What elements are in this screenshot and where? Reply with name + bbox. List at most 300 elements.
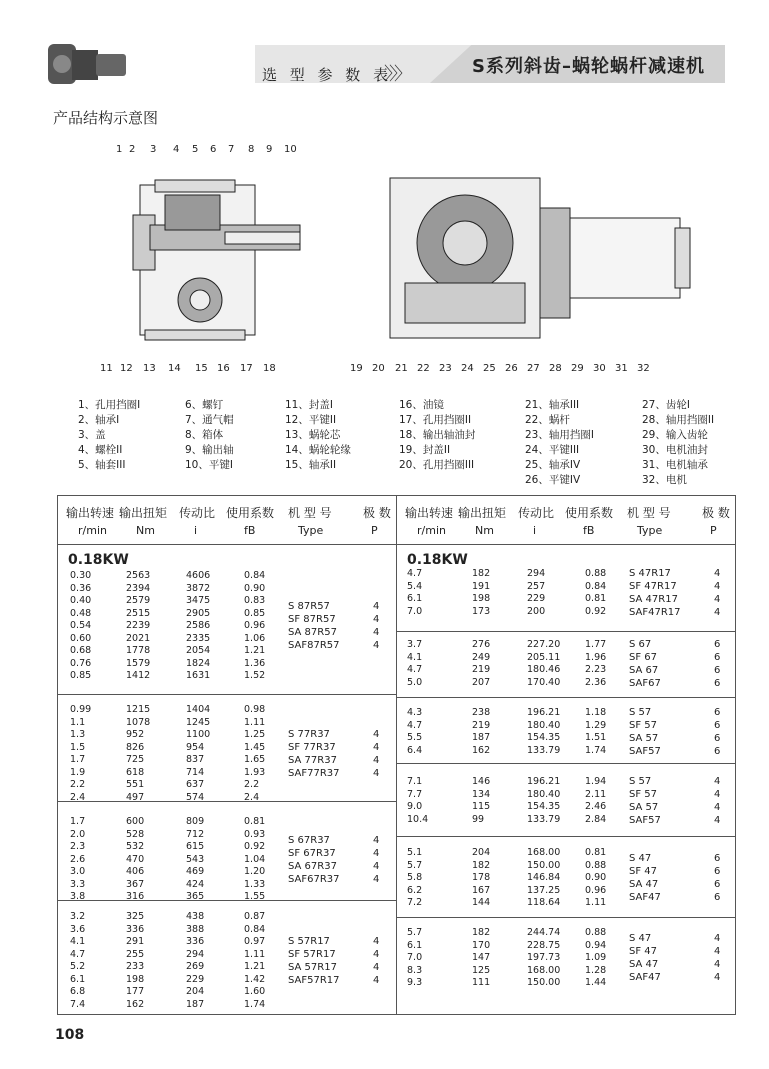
legend-item: 26、平键IV [525,474,581,486]
table-cell: 0.99 [70,704,92,715]
table-cell: 0.36 [70,582,92,594]
table-cell: 1.74 [244,998,266,1010]
model-type-entry [629,593,721,606]
callout: 10 [284,144,297,155]
table-cell: 0.90 [244,582,266,594]
callout: 2 [129,144,136,155]
table-cell: 1100 [186,729,211,740]
pole-count: 4 [714,946,721,958]
table-cell: 2.2 [70,779,86,790]
callout: 30 [593,363,606,374]
callout: 19 [350,363,363,374]
model-type: SAF67R37 [288,873,340,885]
table-cell: 0.30 [70,570,92,581]
table-cell: 637 [186,779,205,790]
table-cell: 1.94 [585,776,607,787]
table-cell: 1.45 [244,741,266,753]
table-cell: 4.1 [70,936,86,947]
table-cell: 4.7 [70,948,86,960]
pole-count: 4 [373,768,380,779]
table-header-unit: i [533,524,537,537]
table-header-unit: Type [637,524,663,537]
table-cell: 0.84 [585,580,607,592]
table-cell: 196.21 [527,707,561,718]
pole-count: 4 [714,972,721,984]
callout: 27 [527,363,540,374]
model-type: S 47 [629,853,652,865]
table-row [58,620,396,632]
table-header-label: 使用系数 [565,506,614,520]
model-type: S 67R37 [288,834,330,846]
model-type-entry [629,638,721,651]
table-cell: 4.7 [407,719,423,731]
table-cell: 1.29 [585,719,607,731]
legend-column [399,398,475,473]
legend-item: 20、孔用挡圈III [399,459,475,471]
table-cell: 0.90 [585,872,607,883]
table-row [58,742,396,754]
pole-count: 4 [714,594,721,605]
table-cell: 2394 [126,582,151,594]
table-cell: 115 [472,801,491,812]
legend-item: 14、蜗轮轮缘 [285,444,351,456]
table-row [397,952,735,964]
table-cell: 219 [472,664,491,675]
table-cell: 6.1 [407,593,423,604]
table-cell: 3.8 [70,891,86,902]
legend-item: 10、平键I [185,459,233,471]
table-cell: 249 [472,651,491,663]
table-cell: 1579 [126,657,151,669]
callout: 15 [195,363,208,374]
callout: 28 [549,363,562,374]
table-cell: 7.0 [407,605,423,617]
table-header-unit: P [371,524,378,537]
model-type-list [629,852,721,904]
model-type-entry [629,732,721,745]
table-row [58,704,396,716]
model-type: S 67 [629,639,652,650]
pole-count: 4 [714,607,721,618]
table-header [58,496,396,545]
table-row [397,720,735,732]
legend-item: 27、齿轮I [642,399,690,411]
table-cell: 826 [126,741,145,753]
table-row [58,866,396,878]
table-cell: 154.35 [527,801,561,812]
table-cell: 2.0 [70,828,86,840]
table-cell: 406 [126,866,145,877]
table-cell: 182 [472,927,491,938]
table-row [58,936,396,948]
legend-item: 13、蜗轮芯 [285,429,341,441]
table-cell: 2239 [126,620,151,631]
power-rating: 0.18KW [68,552,129,568]
model-type-list [629,567,721,619]
model-type-entry [629,945,721,958]
table-row [397,581,735,593]
pole-count: 4 [373,627,380,639]
table-row [58,754,396,766]
table-cell: 200 [527,605,546,617]
table-cell: 219 [472,719,491,731]
table-cell: 470 [126,853,145,865]
pole-count: 4 [373,975,380,986]
table-cell: 6.1 [70,973,86,985]
table-cell: 0.40 [70,595,92,606]
table-row [58,792,396,804]
callout: 23 [439,363,452,374]
table-header-unit: fB [244,524,256,537]
model-type-list [288,600,380,652]
legend-item: 18、输出轴油封 [399,429,476,441]
table-cell: 276 [472,639,491,650]
page-number: 108 [55,1027,85,1043]
table-cell: 2.11 [585,788,607,800]
table-cell: 144 [472,897,491,908]
table-row [397,606,735,618]
table-cell: 4.3 [407,707,423,718]
table-cell: 469 [186,866,205,877]
table-cell: 9.0 [407,801,423,812]
pole-count: 6 [714,879,721,891]
table-cell: 1.52 [244,670,266,681]
table-cell: 150.00 [527,859,561,871]
table-row [58,949,396,961]
pole-count: 6 [714,665,721,676]
table-cell: 0.87 [244,911,266,922]
model-type-entry [288,626,380,639]
table-header-unit: P [710,524,717,537]
table-row [397,639,735,651]
table-cell: 178 [472,872,491,883]
model-type-entry [629,801,721,814]
model-type-entry [288,639,380,652]
table-cell: 1078 [126,716,151,728]
pole-count: 6 [714,639,721,650]
table-row [58,670,396,682]
table-row [397,745,735,757]
table-cell: 424 [186,878,205,890]
model-type: SF 57R17 [288,949,336,960]
table-cell: 2.4 [244,791,260,803]
table-row [58,841,396,853]
model-type-entry [288,873,380,886]
table-cell: 2563 [126,570,151,581]
table-cell: 954 [186,741,205,753]
table-cell: 0.76 [70,657,92,669]
header-logo-image [48,40,128,88]
callout: 8 [248,144,255,155]
table-cell: 1.36 [244,657,266,669]
model-type: SAF47 [629,892,661,904]
model-type: SA 47R17 [629,594,678,605]
table-row [58,729,396,741]
model-type-entry [629,958,721,971]
model-type: SF 67R37 [288,847,336,859]
legend-item: 4、螺栓II [78,444,123,456]
legend-item: 15、轴承II [285,459,337,471]
model-type-entry [288,935,380,948]
table-cell: 170 [472,939,491,951]
header-right-title: S系列斜齿–蜗轮蜗杆减速机 [472,56,705,77]
table-row [397,885,735,897]
model-type-entry [629,865,721,878]
table-cell: 187 [472,732,491,743]
model-type: SA 47 [629,879,659,891]
table-cell: 1.11 [244,716,266,728]
legend-column [642,398,714,488]
table-row [58,583,396,595]
model-type-entry [288,728,380,741]
table-cell: 2.84 [585,813,607,825]
table-cell: 168.00 [527,964,561,976]
table-cell: 1404 [186,704,211,715]
table-cell: 952 [126,729,145,740]
table-cell: 8.3 [407,964,423,976]
table-cell: 6.4 [407,744,423,756]
model-type: SA 47 [629,959,659,971]
model-type: SA 57 [629,733,659,744]
table-row [397,707,735,719]
table-cell: 3.2 [70,911,86,922]
table-cell: 1.77 [585,639,607,650]
table-cell: 388 [186,923,205,935]
table-cell: 0.84 [244,570,266,581]
legend-item: 3、盖 [78,429,106,441]
legend-item: 29、输入齿轮 [642,429,708,441]
legend-item: 32、电机 [642,474,687,486]
table-cell: 150.00 [527,977,561,988]
model-type-entry [288,600,380,613]
model-type: SA 87R57 [288,627,337,639]
legend-item: 17、孔用挡圈II [399,414,472,426]
model-type-entry [629,932,721,945]
table-row [58,829,396,841]
table-header-label: 输出转速 [405,506,454,520]
pole-count: 6 [714,720,721,731]
model-type: SF 57 [629,789,658,800]
model-type-entry [629,852,721,865]
table-cell: 1.9 [70,766,86,778]
table-cell: 1824 [186,657,211,669]
callout: 29 [571,363,584,374]
pole-count: 4 [714,959,721,971]
pole-count: 4 [373,729,380,740]
table-row [397,977,735,989]
model-type-entry [629,580,721,593]
table-cell: 2.23 [585,664,607,675]
table-cell: 291 [126,936,145,947]
table-cell: 146 [472,776,491,787]
table-row [397,776,735,788]
legend-column [525,398,594,488]
table-row [58,924,396,936]
table-row [58,658,396,670]
model-type: SAF47R17 [629,607,681,618]
model-type: SAF57R17 [288,975,340,986]
table-header-label: 机 型 号 [627,506,671,520]
table-header-label: 输出转速 [66,506,115,520]
model-type-entry [629,788,721,801]
table-header-unit: r/min [417,524,446,537]
table-cell: 162 [126,998,145,1010]
model-type-entry [629,814,721,827]
model-type-list [629,932,721,984]
legend-item: 9、输出轴 [185,444,234,456]
table-row [58,633,396,645]
table-row [397,652,735,664]
legend-item: 7、通气帽 [185,414,234,426]
table-cell: 0.81 [585,593,607,604]
table-cell: 137.25 [527,884,561,896]
model-type-entry [629,677,721,690]
table-cell: 5.4 [407,580,423,592]
table-row [58,816,396,828]
table-cell: 162 [472,744,491,756]
table-row [397,801,735,813]
model-type: SF 67 [629,652,658,663]
model-type: S 47 [629,933,652,945]
table-cell: 0.92 [585,605,607,617]
table-cell: 170.40 [527,676,561,688]
model-type-list [288,935,380,987]
table-cell: 336 [186,936,205,947]
table-cell: 1.96 [585,651,607,663]
table-cell: 167 [472,884,491,896]
model-type: SA 57 [629,802,659,813]
table-row [397,872,735,884]
legend-column [78,398,140,473]
table-row [58,779,396,791]
table-cell: 1.33 [244,878,266,890]
table-cell: 0.81 [585,847,607,858]
structure-diagram-left [95,140,305,380]
table-cell: 4606 [186,570,211,581]
group-divider [397,763,735,764]
model-type-entry [629,606,721,619]
model-type-entry [629,745,721,758]
pole-count: 4 [373,601,380,613]
table-cell: 154.35 [527,732,561,743]
pole-count: 4 [714,776,721,787]
callout: 16 [217,363,230,374]
table-cell: 2.46 [585,801,607,812]
model-type-entry [629,891,721,904]
table-cell: 3.7 [407,639,423,650]
pole-count: 4 [373,834,380,846]
model-type: SAF67 [629,678,661,689]
section-title: 产品结构示意图 [53,109,159,127]
table-cell: 316 [126,891,145,902]
model-type-entry [629,775,721,788]
table-row [397,732,735,744]
table-header-label: 传动比 [518,506,555,520]
table-cell: 1778 [126,645,151,656]
legend-item: 6、螺钉 [185,399,224,411]
selection-table-right [396,495,736,1015]
table-header-label: 极 数 [363,506,391,520]
table-cell: 173 [472,605,491,617]
table-cell: 0.93 [244,828,266,840]
table-cell: 0.60 [70,632,92,644]
callout: 11 [100,363,113,374]
callout: 9 [266,144,273,155]
callout: 6 [210,144,217,155]
group-divider [397,631,735,632]
table-cell: 615 [186,841,205,852]
model-type: SAF77R37 [288,768,340,779]
model-type-entry [288,948,380,961]
model-type-list [629,706,721,758]
table-cell: 1.11 [585,897,607,908]
model-type-list [629,638,721,690]
table-cell: 9.3 [407,977,423,988]
legend-item: 8、箱体 [185,429,224,441]
table-cell: 180.40 [527,719,561,731]
header-arrows-icon: 〉〉〉 [384,64,408,85]
legend-item: 28、轴用挡圈II [642,414,715,426]
pole-count: 6 [714,733,721,744]
table-cell: 180.40 [527,788,561,800]
table-cell: 182 [472,859,491,871]
callout: 21 [395,363,408,374]
table-cell: 227.20 [527,639,561,650]
table-cell: 5.2 [70,961,86,972]
pole-count: 6 [714,707,721,718]
table-cell: 134 [472,788,491,800]
table-cell: 7.4 [70,998,86,1010]
table-cell: 2905 [186,607,211,619]
table-cell: 0.81 [244,816,266,827]
table-cell: 5.7 [407,927,423,938]
power-rating: 0.18KW [407,552,468,568]
pole-count: 4 [714,568,721,579]
pole-count: 4 [714,789,721,800]
legend-item: 12、平键II [285,414,337,426]
table-cell: 1.55 [244,891,266,902]
table-cell: 1.93 [244,766,266,778]
table-header-unit: fB [583,524,595,537]
table-cell: 238 [472,707,491,718]
model-type-entry [288,613,380,626]
legend-item: 23、轴用挡圈I [525,429,594,441]
table-cell: 0.88 [585,859,607,871]
table-cell: 182 [472,568,491,579]
table-cell: 532 [126,841,145,852]
table-cell: 438 [186,911,205,922]
table-cell: 244.74 [527,927,561,938]
table-cell: 294 [186,948,205,960]
table-cell: 133.79 [527,744,561,756]
table-cell: 367 [126,878,145,890]
table-row [397,677,735,689]
model-type: S 47R17 [629,568,671,579]
table-cell: 0.84 [244,923,266,935]
table-cell: 294 [527,568,546,579]
callout: 17 [240,363,253,374]
selection-table-left [57,495,397,1015]
table-cell: 1.5 [70,741,86,753]
legend-item: 16、油镜 [399,399,444,411]
pole-count: 4 [714,802,721,813]
model-type-entry [629,719,721,732]
table-row [397,789,735,801]
table-cell: 147 [472,952,491,963]
pole-count: 4 [373,614,380,626]
table-cell: 1.7 [70,816,86,827]
table-cell: 0.88 [585,927,607,938]
